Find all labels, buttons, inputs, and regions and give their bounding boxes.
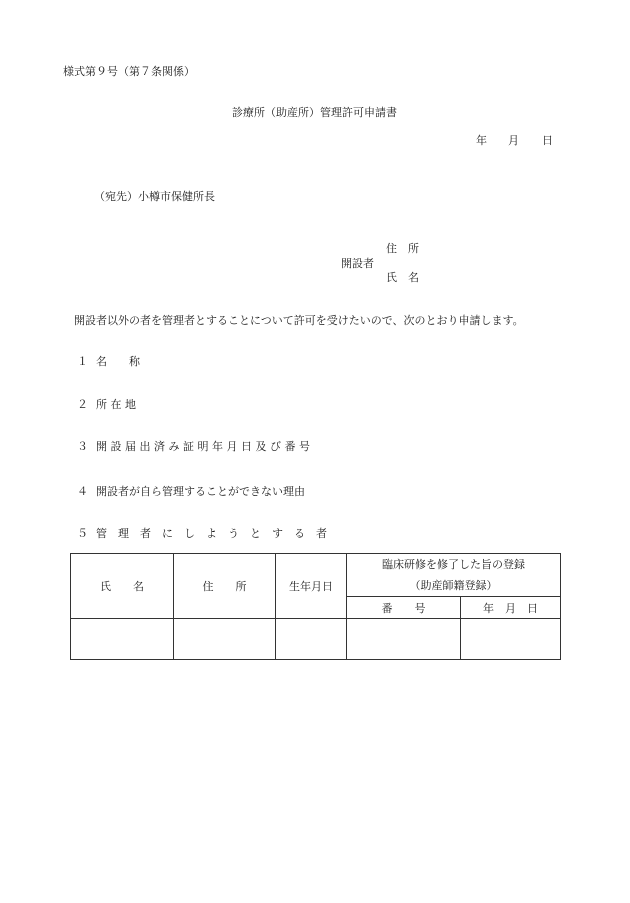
document-title: 診療所（助産所）管理許可申請書	[232, 106, 397, 119]
item-label: 管 理 者 に し よ う と す る 者	[96, 527, 327, 540]
item-opening-certificate	[77, 441, 310, 452]
item-location	[77, 399, 136, 410]
item-label: 開 設 届 出 済 み 証 明 年 月 日 及 び 番 号	[96, 440, 310, 453]
item-number: １	[77, 355, 88, 368]
cell-name[interactable]	[71, 619, 174, 660]
header-date: 年 月 日	[461, 597, 561, 619]
applicant-label: 開設者	[341, 257, 374, 270]
cell-registration-date[interactable]	[461, 619, 561, 660]
header-number: 番 号	[347, 597, 461, 619]
item-reason	[77, 486, 305, 497]
header-name: 氏 名	[71, 554, 174, 619]
date-month-label: 月	[508, 134, 519, 147]
header-address: 住 所	[174, 554, 276, 619]
item-label: 所 在 地	[96, 398, 136, 411]
manager-table	[70, 553, 560, 660]
header-registration	[347, 554, 561, 597]
cell-birthdate[interactable]	[276, 619, 347, 660]
header-registration-subtitle: （助産師籍登録）	[409, 579, 498, 592]
date-day-label: 日	[542, 134, 553, 147]
item-label: 開設者が自ら管理することができない理由	[96, 485, 305, 498]
item-number: ５	[77, 527, 88, 540]
item-number: ３	[77, 440, 88, 453]
item-number: ２	[77, 398, 88, 411]
cell-address[interactable]	[174, 619, 276, 660]
applicant-name-label: 氏 名	[386, 271, 419, 284]
date-year-label: 年	[476, 134, 487, 147]
item-number: ４	[77, 485, 88, 498]
body-text: 開設者以外の者を管理者とすることについて許可を受けたいので、次のとおり申請します。	[74, 314, 524, 327]
header-registration-title: 臨床研修を修了した旨の登録	[382, 558, 525, 571]
applicant-address-label: 住 所	[386, 242, 419, 255]
item-label: 名 称	[96, 355, 140, 368]
form-number: 様式第９号（第７条関係）	[63, 65, 195, 78]
header-birthdate: 生年月日	[276, 554, 347, 619]
item-manager	[77, 528, 327, 539]
table-row	[71, 619, 561, 660]
item-facility-name	[77, 356, 140, 367]
addressee: （宛先）小樽市保健所長	[94, 190, 215, 203]
cell-registration-number[interactable]	[347, 619, 461, 660]
